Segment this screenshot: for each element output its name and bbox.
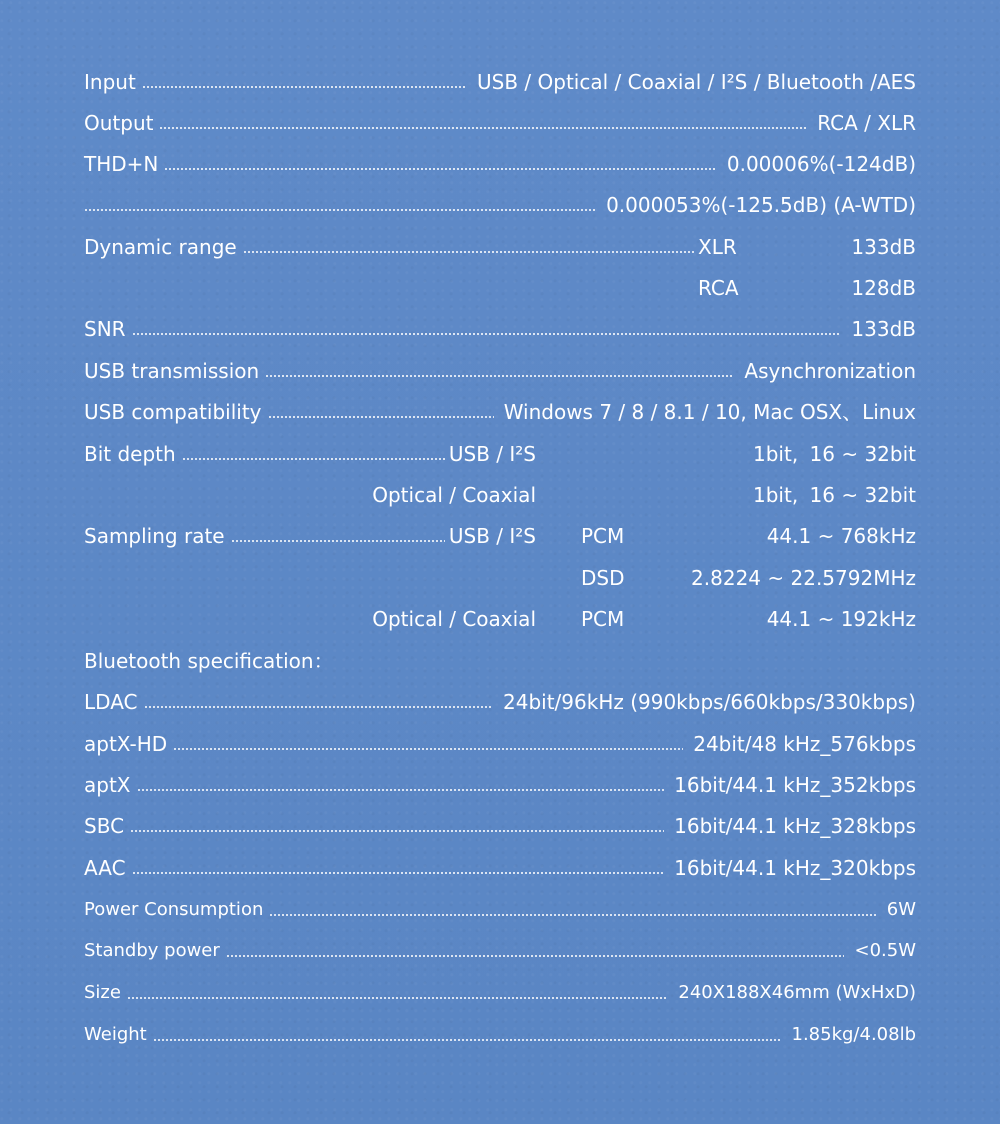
dot-leader <box>269 914 876 916</box>
spec-row-sampling-optical <box>84 604 916 634</box>
spec-value: 1.85kg/4.08lb <box>791 1024 916 1045</box>
bit-depth-usb-source: USB / I²S <box>448 442 536 466</box>
dynamic-range-rca-value: 128dB <box>851 276 916 300</box>
spec-value: 6W <box>886 899 916 920</box>
spec-label: LDAC <box>84 690 138 714</box>
dynamic-range-xlr-label: XLR <box>698 235 737 259</box>
sampling-usb-source: USB / I²S <box>448 524 536 548</box>
spec-label: Sampling rate <box>84 524 225 548</box>
sampling-dsd-format: DSD <box>581 566 625 590</box>
spec-label: THD+N <box>84 152 159 176</box>
dot-leader <box>130 830 664 832</box>
spec-value: 16bit/44.1 kHz_320kbps <box>674 856 916 880</box>
dot-leader <box>268 416 494 418</box>
spec-value: 16bit/44.1 kHz_328kbps <box>674 814 916 838</box>
spec-label: AAC <box>84 856 126 880</box>
spec-row-usb-compatibility <box>84 397 916 427</box>
dot-leader <box>84 209 596 211</box>
sampling-usb-format: PCM <box>581 524 625 548</box>
bit-depth-optical-source: Optical / Coaxial <box>372 483 536 507</box>
sampling-optical-value: 44.1 ~ 192kHz <box>766 607 916 631</box>
dot-leader <box>243 251 694 253</box>
dot-leader <box>173 748 683 750</box>
spec-value: 24bit/48 kHz_576kbps <box>693 732 916 756</box>
dot-leader <box>127 997 668 999</box>
dynamic-range-rca-label: RCA <box>698 276 739 300</box>
bit-depth-optical-v2: 16 ~ 32bit <box>809 483 916 507</box>
spec-row-aptx <box>84 770 916 800</box>
spec-label: SBC <box>84 814 125 838</box>
spec-row-aptx-hd <box>84 729 916 759</box>
dot-leader <box>132 333 842 335</box>
dot-leader <box>226 955 845 957</box>
dot-leader <box>132 872 665 874</box>
bit-depth-usb-v2: 16 ~ 32bit <box>809 442 916 466</box>
spec-label: Size <box>84 982 121 1003</box>
dot-leader <box>265 375 734 377</box>
spec-row-dynamic-range <box>84 232 916 262</box>
dot-leader <box>153 1039 782 1041</box>
spec-label: Standby power <box>84 940 220 961</box>
dynamic-range-xlr-value: 133dB <box>851 235 916 259</box>
dot-leader <box>182 458 445 460</box>
spec-label: Power Consumption <box>84 899 264 920</box>
spec-value: Windows 7 / 8 / 8.1 / 10, Mac OSX、Linux <box>503 400 916 424</box>
dot-leader <box>137 789 665 791</box>
spec-value: Asynchronization <box>744 359 916 383</box>
spec-row-input <box>84 67 916 97</box>
spec-row-thd <box>84 149 916 179</box>
dot-leader <box>164 168 717 170</box>
sampling-dsd-value: 2.8224 ~ 22.5792MHz <box>691 566 916 590</box>
spec-label: Weight <box>84 1024 147 1045</box>
spec-row-thd-weighted <box>84 190 916 220</box>
spec-row-ldac <box>84 687 916 717</box>
spec-label: SNR <box>84 317 126 341</box>
spec-row-snr <box>84 314 916 344</box>
spec-value: 0.000053%(-125.5dB) (A-WTD) <box>606 193 916 217</box>
dot-leader <box>144 706 494 708</box>
spec-row-sbc <box>84 811 916 841</box>
spec-row-weight <box>84 1020 916 1050</box>
bit-depth-optical-v1: 1bit, <box>753 483 799 507</box>
spec-label: Dynamic range <box>84 235 237 259</box>
spec-value: USB / Optical / Coaxial / I²S / Bluetooth /AES <box>477 70 916 94</box>
spec-value: 133dB <box>851 317 916 341</box>
spec-label: Bit depth <box>84 442 176 466</box>
spec-row-size <box>84 978 916 1008</box>
sampling-optical-format: PCM <box>581 607 625 631</box>
spec-value: RCA / XLR <box>817 111 916 135</box>
sampling-optical-source: Optical / Coaxial <box>372 607 536 631</box>
spec-row-output <box>84 108 916 138</box>
spec-row-standby <box>84 936 916 966</box>
spec-label: aptX-HD <box>84 732 168 756</box>
sampling-usb-value: 44.1 ~ 768kHz <box>766 524 916 548</box>
spec-row-bit-depth-optical <box>84 480 916 510</box>
dot-leader <box>142 86 467 88</box>
bluetooth-heading: Bluetooth specification： <box>84 649 334 673</box>
spec-value: <0.5W <box>854 940 916 961</box>
spec-row-bit-depth <box>84 439 916 469</box>
spec-value: 24bit/96kHz (990kbps/660kbps/330kbps) <box>503 690 916 714</box>
spec-label: Output <box>84 111 154 135</box>
dot-leader <box>159 127 807 129</box>
bit-depth-usb-v1: 1bit, <box>753 442 799 466</box>
spec-row-sampling-rate <box>84 521 916 551</box>
spec-row-aac <box>84 853 916 883</box>
dot-leader <box>231 540 445 542</box>
spec-label: Input <box>84 70 136 94</box>
spec-label: USB transmission <box>84 359 260 383</box>
spec-row-dynamic-range-rca <box>84 273 916 303</box>
spec-value: 16bit/44.1 kHz_352kbps <box>674 773 916 797</box>
spec-row-sampling-dsd <box>84 563 916 593</box>
spec-label: USB compatibility <box>84 400 262 424</box>
spec-value: 240X188X46mm (WxHxD) <box>678 982 916 1003</box>
spec-row-power <box>84 895 916 925</box>
spec-value: 0.00006%(-124dB) <box>726 152 916 176</box>
spec-label: aptX <box>84 773 131 797</box>
bluetooth-heading-row <box>84 646 916 676</box>
spec-row-usb-transmission <box>84 356 916 386</box>
